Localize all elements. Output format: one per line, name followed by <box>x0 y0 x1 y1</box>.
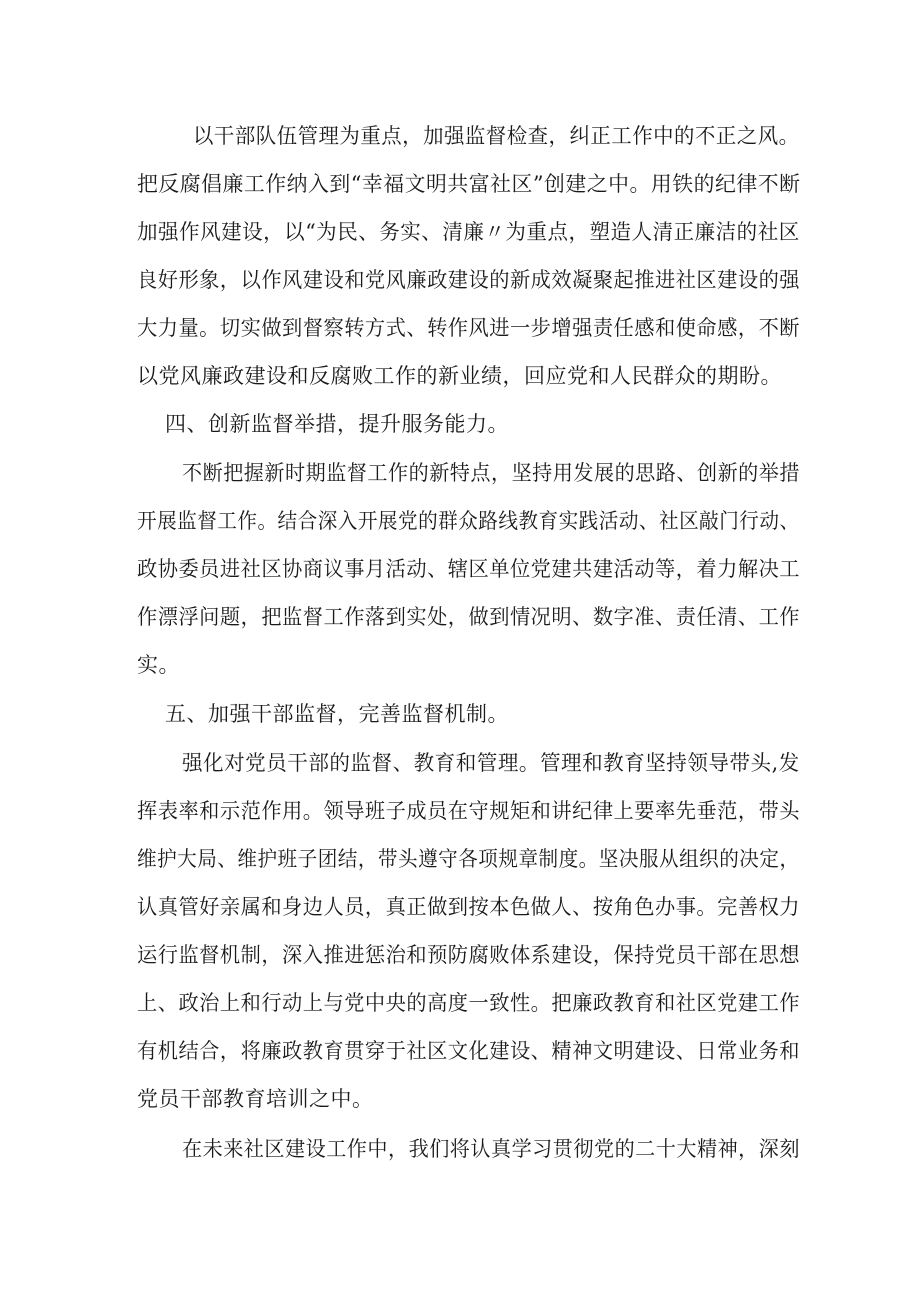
paragraph-3-line-3: 维护大局、维护班子团结，带头遵守各项规章制度。坚决服从组织的决定， <box>137 847 800 871</box>
paragraph-3-line-6: 上、政治上和行动上与党中央的高度一致性。把廉政教育和社区党建工作 <box>137 991 801 1015</box>
paragraph-4-line-1: 在未来社区建设工作中，我们将认真学习贯彻党的二十大精神，深刻 <box>182 1137 800 1161</box>
paragraph-1-line-2: 把反腐倡廉工作纳入到“幸福文明共富社区”创建之中。用铁的纪律不断 <box>137 172 801 196</box>
paragraph-3-line-2: 挥表率和示范作用。领导班子成员在守规矩和讲纪律上要率先垂范，带头 <box>137 799 801 823</box>
section-heading-5: 五、加强干部监督，完善监督机制。 <box>165 702 509 726</box>
paragraph-3-line-8: 党员干部教育培训之中。 <box>137 1087 374 1111</box>
paragraph-1-line-6: 以党风廉政建设和反腐败工作的新业绩，回应党和人民群众的期盼。 <box>137 364 782 388</box>
paragraph-1-line-4: 良好形象，以作风建设和党风廉政建设的新成效凝聚起推进社区建设的强 <box>137 268 801 292</box>
section-heading-4: 四、创新监督举措，提升服务能力。 <box>165 412 509 436</box>
paragraph-3-line-7: 有机结合，将廉政教育贯穿于社区文化建设、精神文明建设、日常业务和 <box>137 1039 801 1063</box>
paragraph-1-line-5: 大力量。切实做到督察转方式、转作风进一步增强责任感和使命感，不断 <box>137 316 801 340</box>
paragraph-1-line-1: 以干部队伍管理为重点，加强监督检查，纠正工作中的不正之风。 <box>193 124 800 148</box>
paragraph-2-line-2: 开展监督工作。结合深入开展党的群众路线教育实践活动、社区敲门行动、 <box>137 509 800 533</box>
paragraph-2-line-5: 实。 <box>137 653 180 677</box>
paragraph-2-line-4: 作漂浮问题，把监督工作落到实处，做到情况明、数字准、责任清、工作 <box>137 605 801 629</box>
paragraph-3-line-1: 强化对党员干部的监督、教育和管理。管理和教育坚持领导带头,发 <box>182 751 800 775</box>
paragraph-3-line-5: 运行监督机制，深入推进惩治和预防腐败体系建设，保持党员干部在思想 <box>137 943 801 967</box>
paragraph-2-line-3: 政协委员进社区协商议事月活动、辖区单位党建共建活动等，着力解决工 <box>137 557 801 581</box>
paragraph-2-line-1: 不断把握新时期监督工作的新特点，坚持用发展的思路、创新的举措 <box>182 461 800 485</box>
paragraph-1-line-3: 加强作风建设，以“为民、务实、清廉〃为重点，塑造人清正廉洁的社区 <box>137 220 800 244</box>
paragraph-3-line-4: 认真管好亲属和身边人员，真正做到按本色做人、按角色办事。完善权力 <box>137 895 801 919</box>
